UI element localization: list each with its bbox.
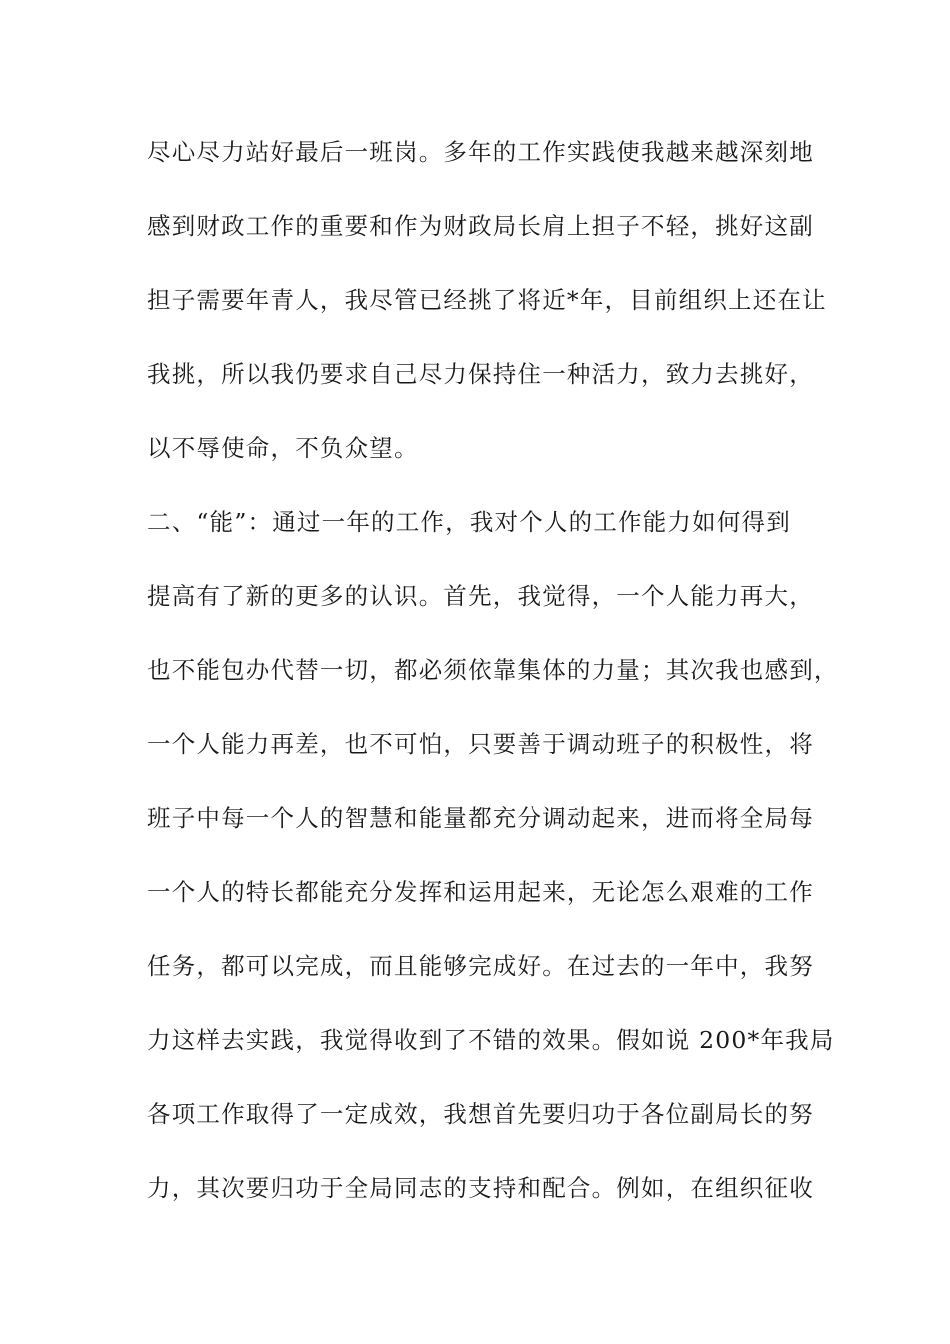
text-line: 力这样去实践，我觉得收到了不错的效果。假如说 200*年我局: [147, 1026, 835, 1054]
text-line: 以不辱使命，不负众望。: [147, 434, 419, 462]
text-line: 我挑，所以我仍要求自己尽力保持住一种活力，致力去挑好，: [147, 360, 814, 388]
text-line: 力，其次要归功于全局同志的支持和配合。例如，在组织征收: [147, 1174, 814, 1202]
text-line: 一个人能力再差，也不可怕，只要善于调动班子的积极性，将: [147, 730, 814, 758]
text-line: 担子需要年青人，我尽管已经挑了将近*年，目前组织上还在让: [147, 286, 827, 314]
body-text: [147, 128, 839, 1238]
text-line: 也不能包办代替一切，都必须依靠集体的力量；其次我也感到，: [147, 656, 839, 684]
text-line: 各项工作取得了一定成效，我想首先要归功于各位副局长的努: [147, 1100, 814, 1128]
section-heading-line: 二、“能”：通过一年的工作，我对个人的工作能力如何得到: [147, 508, 791, 536]
text-line: 一个人的特长都能充分发挥和运用起来，无论怎么艰难的工作: [147, 878, 814, 906]
text-line: 提高有了新的更多的认识。首先，我觉得，一个人能力再大，: [147, 582, 814, 610]
text-line: 任务，都可以完成，而且能够完成好。在过去的一年中，我努: [147, 952, 814, 980]
text-line: 尽心尽力站好最后一班岗。多年的工作实践使我越来越深刻地: [147, 138, 814, 166]
text-line: 班子中每一个人的智慧和能量都充分调动起来，进而将全局每: [147, 804, 814, 832]
text-line: 感到财政工作的重要和作为财政局长肩上担子不轻，挑好这副: [147, 212, 814, 240]
